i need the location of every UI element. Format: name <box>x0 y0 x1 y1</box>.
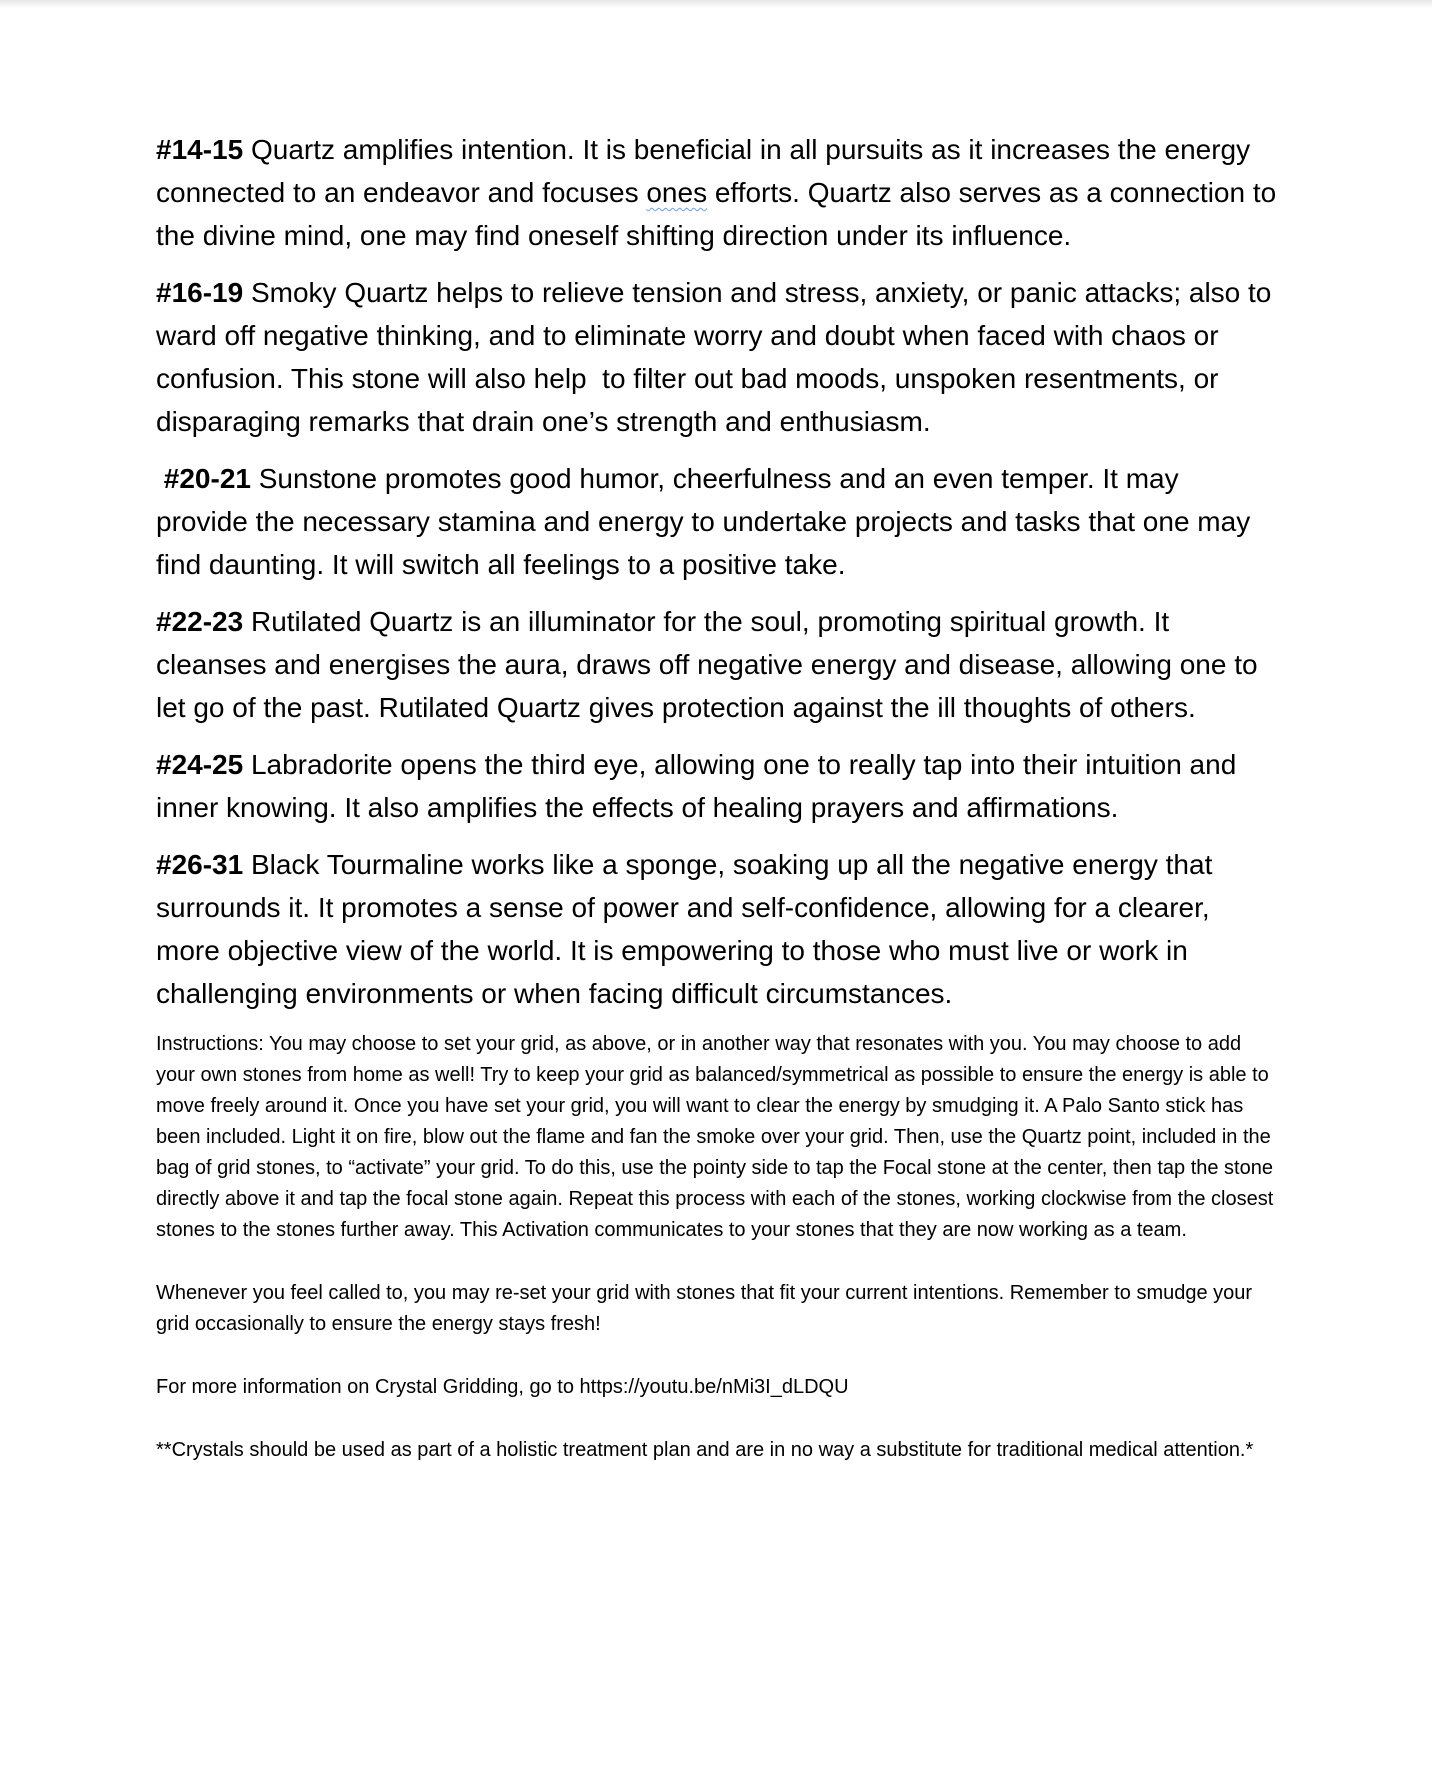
instructions-paragraph <box>156 1029 1277 1246</box>
paragraph-24-25 <box>156 743 1277 829</box>
text-segment: Quartz amplifies intention. It is beneficial in all pursuits as it increases the energy connected to an endeavor and focuses <box>156 134 1258 208</box>
paragraph-22-23 <box>156 600 1277 729</box>
disclaimer-paragraph <box>156 1435 1277 1466</box>
text-segment: Black Tourmaline works like a sponge, soaking up all the negative energy that surrounds it. It promotes a sense of power and self-confidence, allowing for a clearer, more objective view of the world. It is empowering to those who must live or work in challenging environments or when facing difficult circumstances. <box>156 849 1221 1009</box>
text-segment: Rutilated Quartz is an illuminator for the soul, promoting spiritual growth. It cleanses and energises the aura, draws off negative energy and disease, allowing one to let go of the past. Rutilated Quartz gives protection against the ill thoughts of others. <box>156 606 1266 723</box>
text-segment: efforts. Quartz also serves as a connection to the divine mind, one may find oneself shifting direction under its influence. <box>156 177 1284 251</box>
stone-number-label: #16-19 <box>156 277 244 308</box>
reset-note-paragraph <box>156 1278 1277 1340</box>
spellcheck-flagged-word: ones <box>646 177 708 208</box>
text-segment: Whenever you feel called to, you may re-set your grid with stones that fit your current intentions. Remember to smudge your grid occasionally to ensure the energy stays fresh! <box>156 1282 1258 1335</box>
more-info-paragraph <box>156 1372 1277 1403</box>
paragraph-14-15 <box>156 128 1284 257</box>
paragraph-16-19 <box>156 271 1280 443</box>
stone-number-label: #14-15 <box>156 134 244 165</box>
text-segment: Labradorite opens the third eye, allowing one to really tap into their intuition and inner knowing. It also amplifies the effects of healing prayers and affirmations. <box>156 749 1245 823</box>
stone-number-label: #22-23 <box>156 606 244 637</box>
stone-number-label: #20-21 <box>163 463 251 494</box>
text-segment: For more information on Crystal Gridding, go to <box>156 1376 580 1398</box>
stone-number-label: #26-31 <box>156 849 244 880</box>
text-segment: Smoky Quartz helps to relieve tension and stress, anxiety, or panic attacks; also to ward off negative thinking, and to eliminate worry and doubt when faced with chaos or confusion. This stone will also help to filter out bad moods, unspoken resentments, or disparaging remarks that drain one’s strength and enthusiasm. <box>156 277 1280 437</box>
gridding-video-url: https://youtu.be/nMi3I_dLDQU <box>579 1376 849 1398</box>
text-segment <box>156 463 164 494</box>
text-segment: Sunstone promotes good humor, cheerfulness and an even temper. It may provide the necessary stamina and energy to undertake projects and tasks that one may find daunting. It will switch all feelings to a positive take. <box>156 463 1258 580</box>
paragraph-20-21 <box>156 457 1277 586</box>
text-segment: Instructions: You may choose to set your grid, as above, or in another way that resonates with you. You may choose to add your own stones from home as well! Try to keep your grid as balanced/symmetrical as possible to ensure the energy is able to move freely around it. Once you have set your grid, you will want to clear the energy by smudging it. A Palo Santo stick has been included. Light it on fire, blow out the flame and fan the smoke over your grid. Then, use the Quartz point, included in the bag of grid stones, to “activate” your grid. To do this, use the pointy side to tap the Focal stone at the center, then tap the stone directly above it and tap the focal stone again. Repeat this process with each of the stones, working clockwise from the closest stones to the stones further away. This Activation communicates to your stones that they are now working as a team. <box>156 1033 1279 1241</box>
paragraph-26-31 <box>156 843 1277 1015</box>
stone-number-label: #24-25 <box>156 749 244 780</box>
text-segment: **Crystals should be used as part of a holistic treatment plan and are in no way a substitute for traditional medical attention.* <box>156 1439 1254 1461</box>
